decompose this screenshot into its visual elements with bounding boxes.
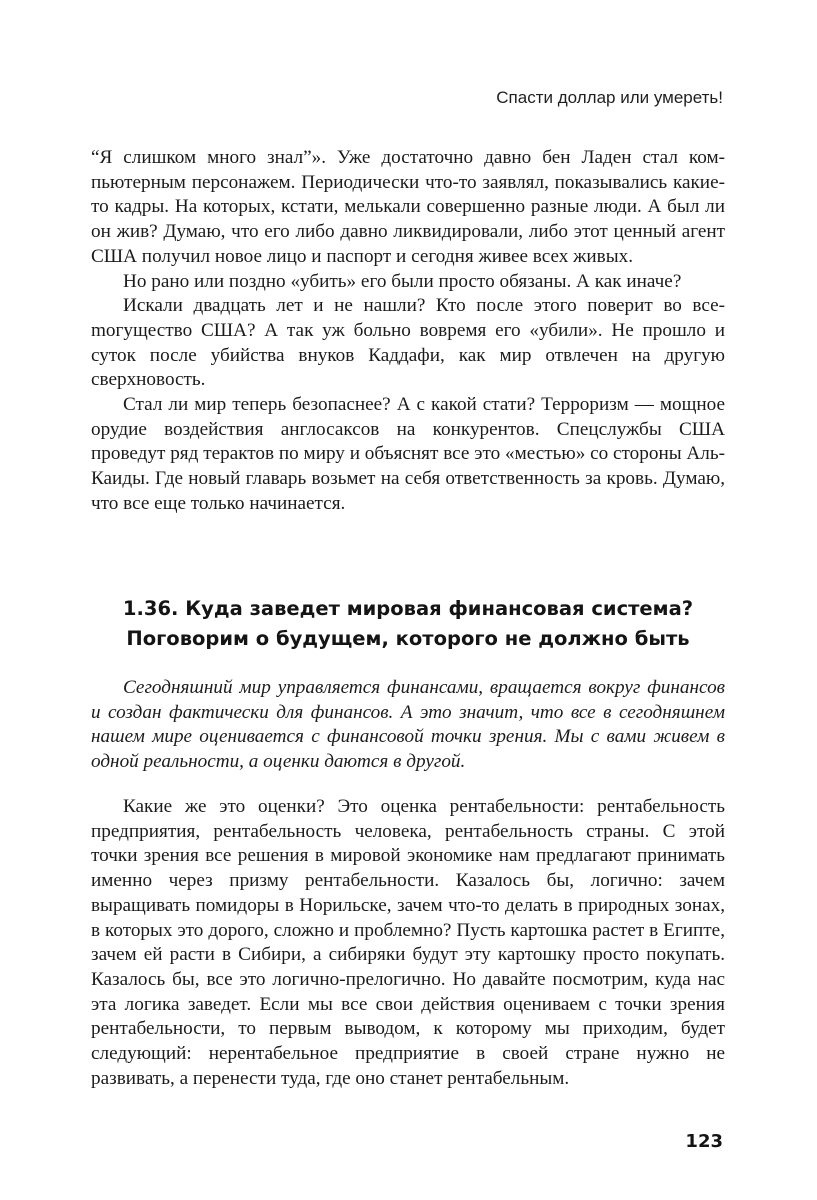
lead-paragraph: Сегодняшний мир управляется финансами, вращается вокруг финансов и создан фактически для финансов. А это значит, что все в сегодняшнем нашем мире оценивается с финансовой точки зрения. Мы с вами живем в одной реальности, а оценки даются в другой. bbox=[91, 677, 725, 773]
paragraph: Искали двадцать лет и не нашли? Кто после этого поверит во всеmогущество США? А так уж больно вовремя его «убили». Не прошло и суток после убийства внуков Каддафи, как мир отвлечен на другую сверхновость. bbox=[91, 295, 725, 391]
intro-text bbox=[91, 146, 725, 517]
body-paragraph: Какие же это оценки? Это оценка рентабельности: рентабельность предприятия, рентабельность человека, рентабельность страны. С этой точки зрения все решения в мировой экономике нам предлагают принимать именно через призму рентабельности. Казалось бы, логично: зачем выращивать помидоры в Норильске, зачем что-то делать в природных зонах, в которых это дорого, сложно и проблемно? Пусть картошка растет в Египте, зачем ей расти в Сибири, а сибиряки будут эту картошку просто покупать. Казалось бы, все это логично-прелогично. Но давайте посмотрим, куда нас эта логика заведет. Если мы все свои действия оцениваем с точки зрения рентабельности, то первым выводом, к которому мы приходим, будет следующий: нерентабельное предприятие в своей стране нужно не развивать, а перенести туда, где оно станет рентабельным. bbox=[91, 796, 725, 1089]
paragraph: Но рано или поздно «убить» его были просто обязаны. А как иначе? bbox=[123, 270, 682, 292]
section-heading bbox=[91, 594, 725, 654]
body-text bbox=[91, 795, 725, 1091]
paragraph: “Я слишком много знал”». Уже достаточно давно бен Ладен стал компьютерным персонажем. Периодически что-то заявлял, показывались какие-то кадры. На которых, кстати, мелькали совершенно разные люди. А был ли он жив? Думаю, что его либо давно ликвидировали, либо этот ценный агент США получил новое лицо и паспорт и сегодня живее всех живых. bbox=[91, 147, 725, 267]
section-heading-line-1: 1.36. Куда заведет мировая финансовая система? bbox=[122, 597, 694, 620]
section-heading-line-2: Поговорим о будущем, которого не должно быть bbox=[126, 627, 690, 650]
paragraph: Стал ли мир теперь безопаснее? А с какой стати? Терроризм — мощное орудие воздействия англосаксов на конкурентов. Спецслужбы США проведут ряд терактов по миру и объяснят все это «местью» со стороны Аль-Каиды. Где новый главарь возьмет на себя ответственность за кровь. Думаю, что все еще только начинается. bbox=[91, 394, 725, 514]
lead-text bbox=[91, 676, 725, 775]
running-header: Спасти доллар или умереть! bbox=[496, 88, 723, 107]
page-number: 123 bbox=[685, 1131, 723, 1152]
